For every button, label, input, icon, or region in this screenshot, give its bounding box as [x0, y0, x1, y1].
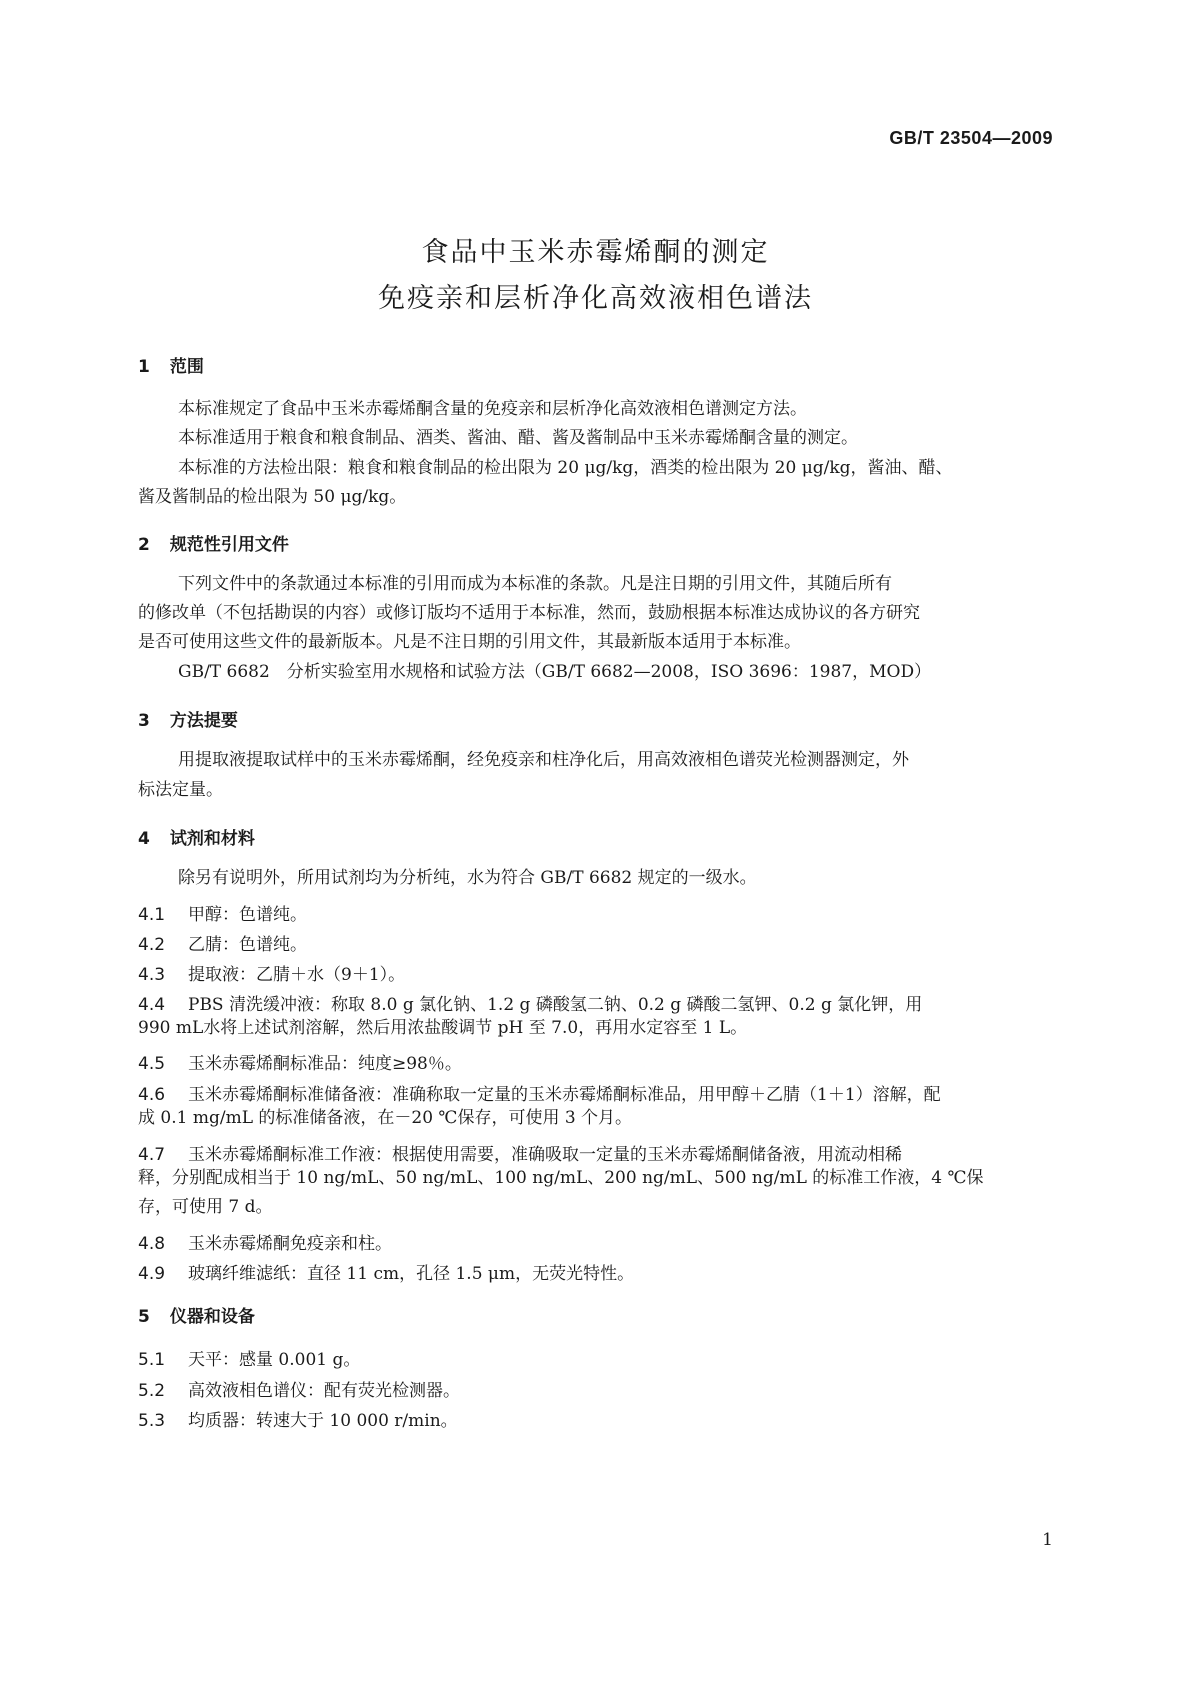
- clause-text: 玉米赤霉烯酮标准工作液：根据使用需要，准确吸取一定量的玉米赤霉烯酮储备液，用流动相稀: [188, 1145, 902, 1165]
- paragraph: 本标准的方法检出限：粮食和粮食制品的检出限为 20 μg/kg，酒类的检出限为 20 μg/kg，酱油、醋、: [178, 458, 953, 478]
- clause-number: 4.3: [138, 965, 166, 985]
- clause-4-9: [138, 1259, 1058, 1284]
- clause-4-3: [138, 960, 1058, 985]
- clause-4-2: [138, 930, 1058, 955]
- paragraph: 本标准适用于粮食和粮食制品、酒类、酱油、醋、酱及酱制品中玉米赤霉烯酮含量的测定。: [178, 428, 858, 448]
- clause-text: 乙腈：色谱纯。: [188, 935, 307, 955]
- section-title: 仪器和设备: [169, 1307, 255, 1327]
- standard-code: GB/T 23504—2009: [889, 128, 1053, 148]
- section-3-heading: [138, 706, 238, 731]
- section-number: 4: [138, 829, 150, 849]
- paragraph: 本标准规定了食品中玉米赤霉烯酮含量的免疫亲和层析净化高效液相色谱测定方法。: [178, 399, 807, 419]
- paragraph: 下列文件中的条款通过本标准的引用而成为本标准的条款。凡是注日期的引用文件，其随后所有: [178, 574, 892, 594]
- section-number: 1: [138, 357, 150, 377]
- section-number: 5: [138, 1307, 150, 1327]
- clause-number: 4.5: [138, 1054, 166, 1074]
- paragraph-continuation: 是否可使用这些文件的最新版本。凡是不注日期的引用文件，其最新版本适用于本标准。: [138, 632, 801, 652]
- clause-number: 4.2: [138, 935, 166, 955]
- paragraph: 除另有说明外，所用试剂均为分析纯，水为符合 GB/T 6682 规定的一级水。: [178, 868, 757, 888]
- section-5-heading: [138, 1302, 255, 1327]
- section-number: 3: [138, 711, 150, 731]
- clause-text: 均质器：转速大于 10 000 r/min。: [188, 1411, 458, 1431]
- clause-text: 甲醇：色谱纯。: [188, 905, 307, 925]
- clause-5-1: [138, 1345, 1058, 1370]
- section-4-heading: [138, 824, 255, 849]
- document-title-line2: 免疫亲和层析净化高效液相色谱法: [378, 283, 813, 314]
- clause-number: 5.2: [138, 1381, 166, 1401]
- clause-text: 高效液相色谱仪：配有荧光检测器。: [188, 1381, 460, 1401]
- clause-4-7: [138, 1140, 1058, 1165]
- clause-text: 天平：感量 0.001 g。: [188, 1350, 361, 1370]
- clause-text: PBS 清洗缓冲液：称取 8.0 g 氯化钠、1.2 g 磷酸氢二钠、0.2 g 磷酸二氢钾、0.2 g 氯化钾，用: [188, 995, 923, 1015]
- clause-5-3: [138, 1406, 1058, 1431]
- clause-5-2: [138, 1376, 1058, 1401]
- clause-text: 玉米赤霉烯酮标准储备液：准确称取一定量的玉米赤霉烯酮标准品，用甲醇＋乙腈（1＋1）溶解，配: [188, 1085, 941, 1105]
- section-title: 规范性引用文件: [169, 535, 289, 555]
- clause-number: 5.3: [138, 1411, 166, 1431]
- section-title: 范围: [169, 357, 204, 377]
- clause-continuation: 990 mL水将上述试剂溶解，然后用浓盐酸调节 pH 至 7.0，再用水定容至 1 L。: [138, 1018, 748, 1038]
- clause-4-6: [138, 1080, 1058, 1105]
- clause-number: 4.9: [138, 1264, 166, 1284]
- section-title: 试剂和材料: [169, 829, 255, 849]
- clause-continuation: 释，分别配成相当于 10 ng/mL、50 ng/mL、100 ng/mL、200 ng/mL、500 ng/mL 的标准工作液，4 ℃保: [138, 1168, 984, 1188]
- section-number: 2: [138, 535, 150, 555]
- clause-number: 4.6: [138, 1085, 166, 1105]
- clause-text: 玻璃纤维滤纸：直径 11 cm，孔径 1.5 μm，无荧光特性。: [188, 1264, 635, 1284]
- clause-text: 玉米赤霉烯酮免疫亲和柱。: [188, 1234, 392, 1254]
- paragraph-continuation: 的修改单（不包括勘误的内容）或修订版均不适用于本标准，然而，鼓励根据本标准达成协议的各方研究: [138, 603, 920, 623]
- clause-number: 5.1: [138, 1350, 166, 1370]
- clause-number: 4.7: [138, 1145, 166, 1165]
- normative-reference: GB/T 6682 分析实验室用水规格和试验方法（GB/T 6682—2008，ISO 3696：1987，MOD）: [178, 662, 932, 682]
- clause-4-4: [138, 990, 1058, 1015]
- section-title: 方法提要: [169, 711, 238, 731]
- section-2-heading: [138, 530, 289, 555]
- clause-text: 玉米赤霉烯酮标准品：纯度≥98％。: [188, 1054, 462, 1074]
- paragraph-continuation: 酱及酱制品的检出限为 50 μg/kg。: [138, 487, 407, 507]
- paragraph-continuation: 标法定量。: [138, 780, 223, 800]
- section-1-heading: [138, 352, 204, 377]
- clause-number: 4.1: [138, 905, 166, 925]
- clause-text: 提取液：乙腈＋水（9＋1）。: [188, 965, 406, 985]
- document-title-line1: 食品中玉米赤霉烯酮的测定: [421, 237, 770, 268]
- clause-4-8: [138, 1229, 1058, 1254]
- page-number: 1: [1042, 1530, 1053, 1550]
- clause-number: 4.8: [138, 1234, 166, 1254]
- clause-4-5: [138, 1049, 1058, 1074]
- paragraph: 用提取液提取试样中的玉米赤霉烯酮，经免疫亲和柱净化后，用高效液相色谱荧光检测器测定，外: [178, 750, 909, 770]
- clause-continuation: 成 0.1 mg/mL 的标准储备液，在－20 ℃保存，可使用 3 个月。: [138, 1108, 633, 1128]
- clause-number: 4.4: [138, 995, 166, 1015]
- clause-continuation: 存，可使用 7 d。: [138, 1197, 273, 1217]
- clause-4-1: [138, 900, 1058, 925]
